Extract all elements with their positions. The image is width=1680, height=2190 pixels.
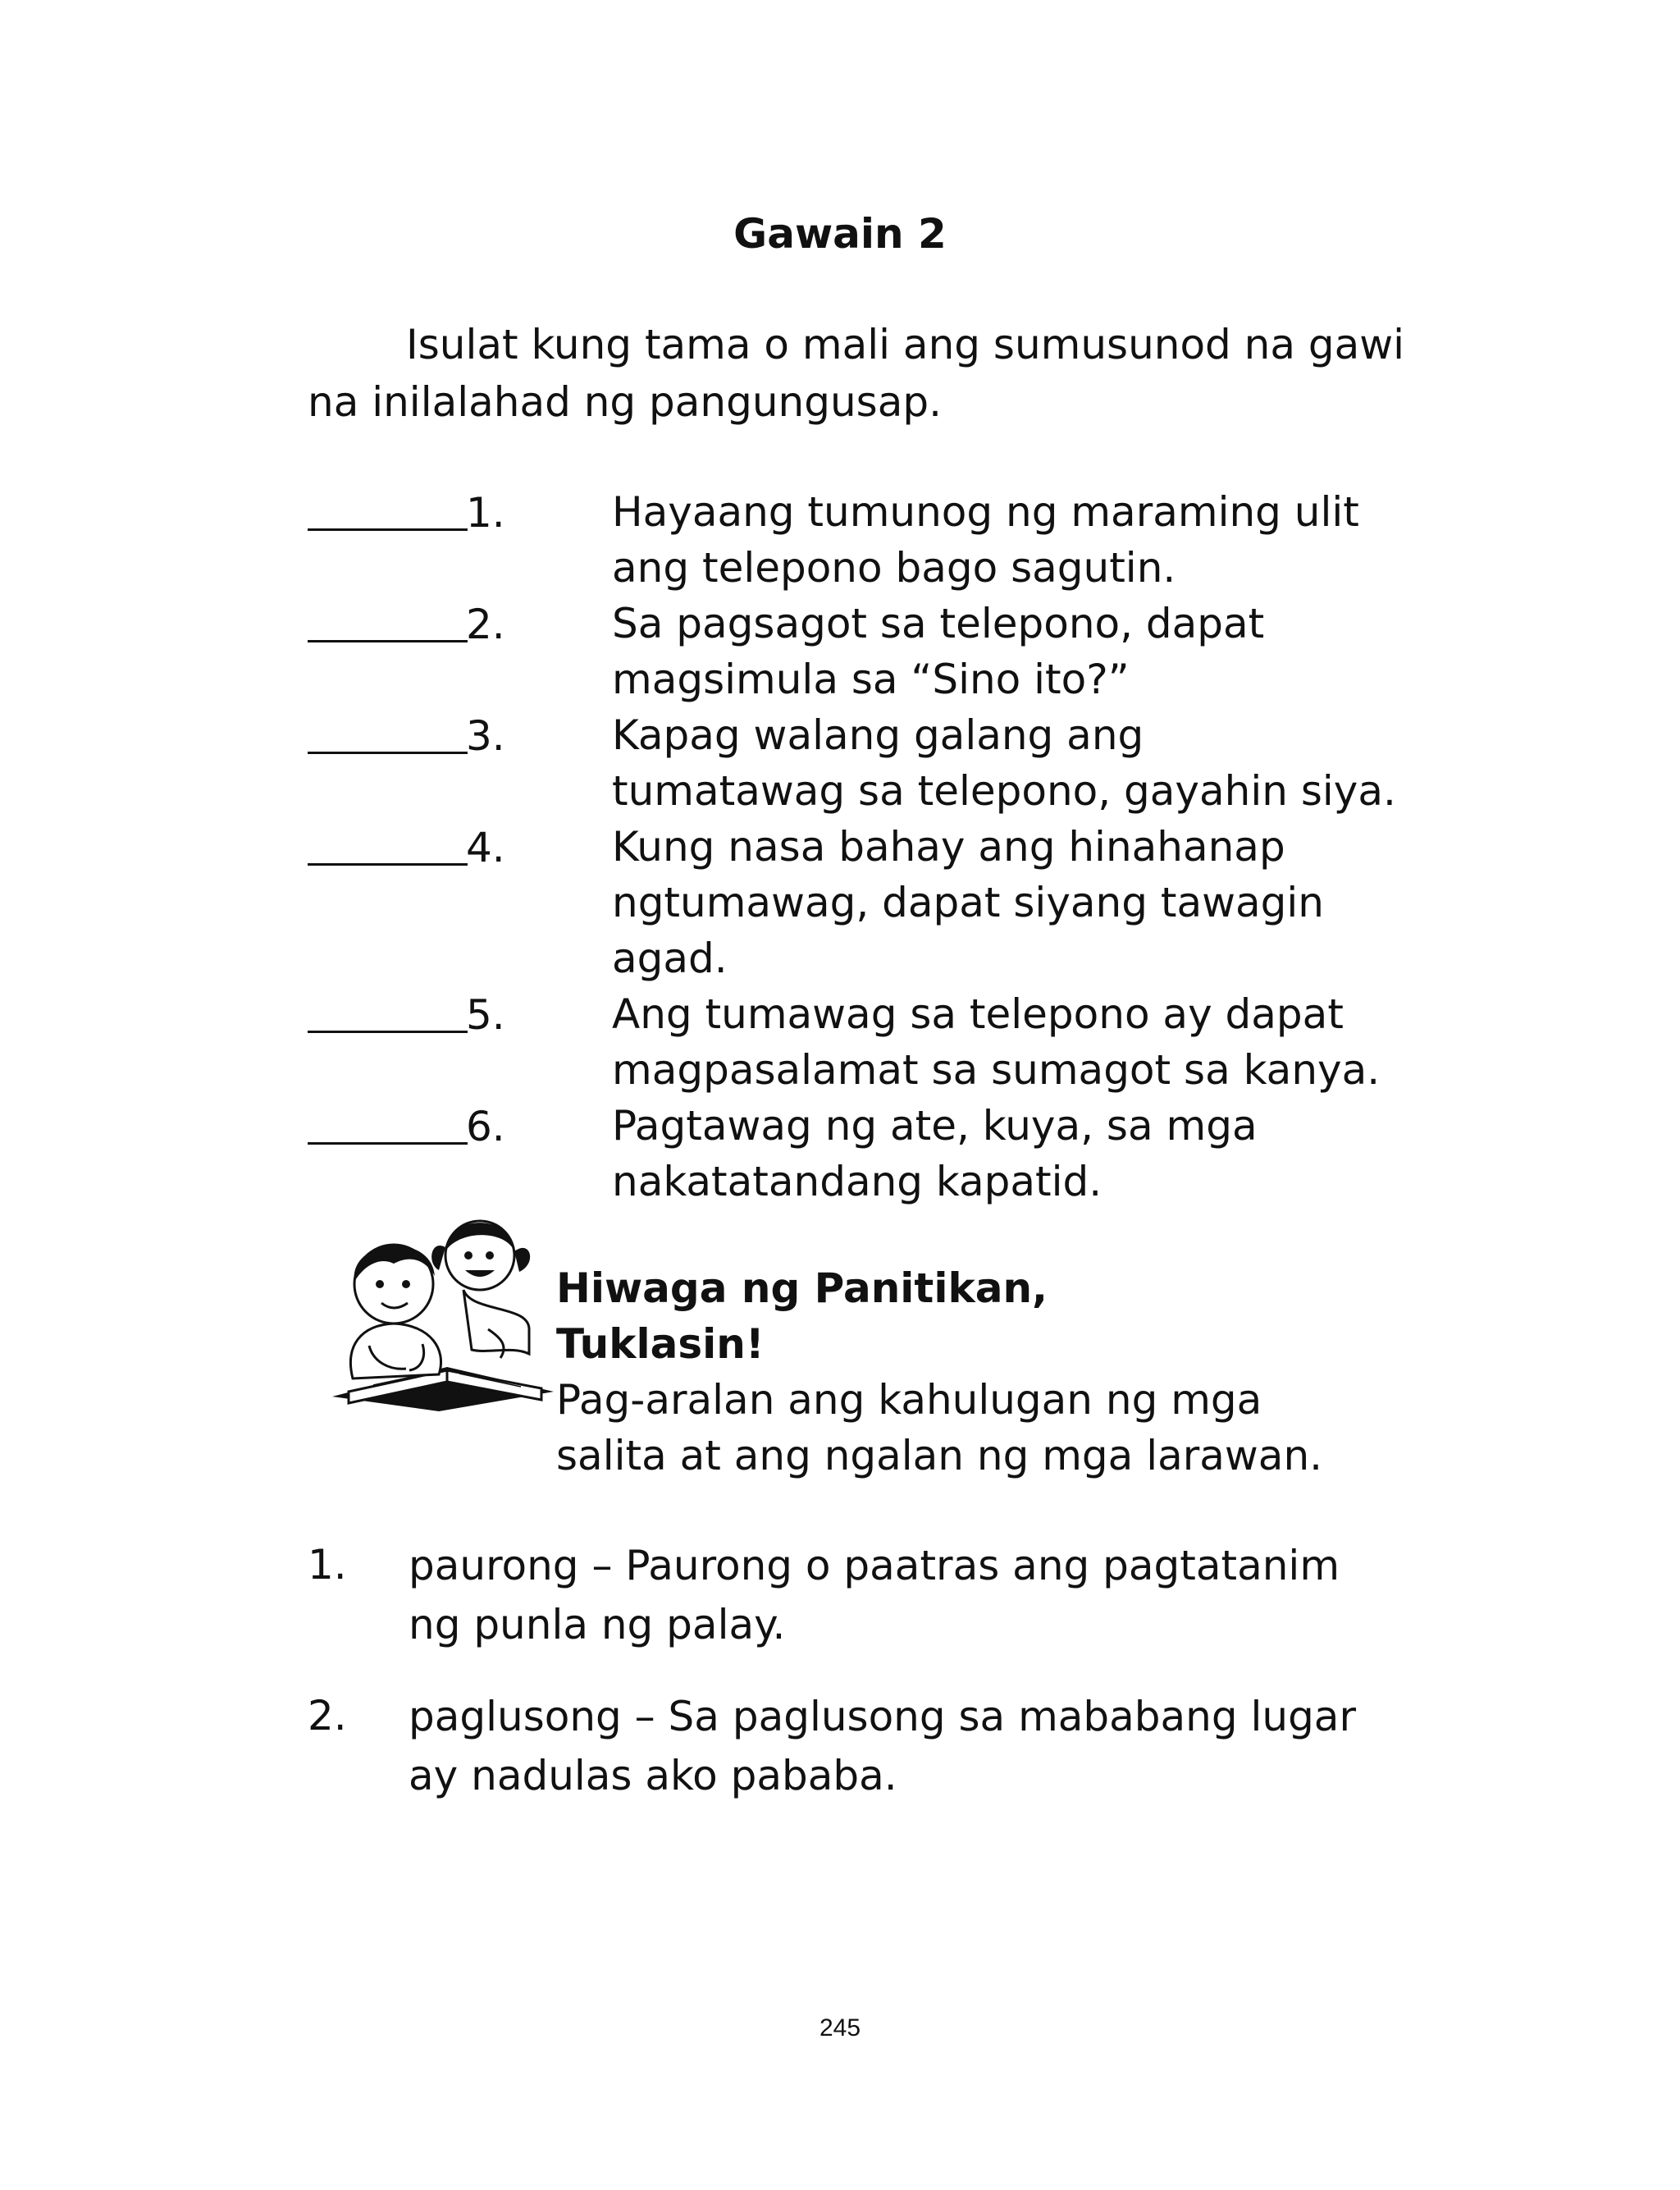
instructions (308, 316, 1497, 431)
literature-instruction-line-2: salita at ang ngalan ng mga larawan. (556, 1432, 1323, 1479)
item-4-line-2: ngtumawag, dapat siyang tawagin (612, 879, 1324, 926)
item-4-line-1: Kung nasa bahay ang hinahanap (612, 823, 1285, 871)
item-1 (612, 484, 1514, 596)
item-6-line-2: nakatatandang kapatid. (612, 1158, 1102, 1205)
item-number-5: 5. (466, 991, 505, 1039)
item-2-line-1: Sa pagsagot sa telepono, dapat (612, 600, 1265, 647)
instructions-line-2: na inilalahad ng pangungusap. (308, 378, 942, 426)
answer-blank-1[interactable] (308, 528, 468, 531)
item-5-line-2: magpasalamat sa sumagot sa kanya. (612, 1046, 1381, 1094)
definition-1 (409, 1536, 1475, 1654)
answer-blank-2[interactable] (308, 640, 468, 642)
definition-2-line-2: ay nadulas ako pababa. (409, 1752, 897, 1799)
page-title: Gawain 2 (733, 210, 947, 258)
item-number-4: 4. (466, 824, 505, 871)
item-3-line-2: tumatawag sa telepono, gayahin siya. (612, 767, 1396, 815)
literature-heading-2: Tuklasin! (556, 1320, 765, 1368)
answer-blank-5[interactable] (308, 1031, 468, 1033)
definition-2-line-1: paglusong – Sa paglusong sa mababang lugar (409, 1693, 1357, 1740)
answer-blank-4[interactable] (308, 863, 468, 866)
definition-1-line-1: paurong – Paurong o paatras ang pagtatanim (409, 1542, 1340, 1589)
definition-1-line-2: ng punla ng palay. (409, 1601, 786, 1648)
item-number-2: 2. (466, 601, 505, 648)
definition-number-1: 1. (308, 1541, 347, 1589)
item-number-6: 6. (466, 1103, 505, 1150)
instructions-line-1: Isulat kung tama o mali ang sumusunod na gawi (406, 321, 1405, 368)
item-3 (612, 707, 1514, 819)
item-4-line-3: agad. (612, 935, 728, 982)
item-6 (612, 1098, 1514, 1209)
definition-number-2: 2. (308, 1692, 347, 1740)
item-1-line-1: Hayaang tumunog ng maraming ulit (612, 488, 1359, 536)
item-4 (612, 819, 1514, 986)
item-1-line-2: ang telepono bago sagutin. (612, 544, 1176, 592)
item-number-1: 1. (466, 489, 505, 537)
children-reading-illustration (324, 1206, 562, 1411)
item-number-3: 3. (466, 712, 505, 760)
item-5-line-1: Ang tumawag sa telepono ay dapat (612, 990, 1344, 1038)
literature-heading-1: Hiwaga ng Panitikan, (556, 1264, 1048, 1312)
item-3-line-1: Kapag walang galang ang (612, 711, 1144, 759)
item-2 (612, 596, 1514, 707)
answer-blank-3[interactable] (308, 752, 468, 754)
page-number: 245 (819, 2014, 861, 2041)
item-5 (612, 986, 1514, 1098)
literature-instruction-line-1: Pag-aralan ang kahulugan ng mga (556, 1376, 1262, 1424)
definition-2 (409, 1687, 1475, 1805)
item-6-line-1: Pagtawag ng ate, kuya, sa mga (612, 1102, 1258, 1150)
item-2-line-2: magsimula sa “Sino ito?” (612, 656, 1130, 703)
answer-blank-6[interactable] (308, 1142, 468, 1145)
